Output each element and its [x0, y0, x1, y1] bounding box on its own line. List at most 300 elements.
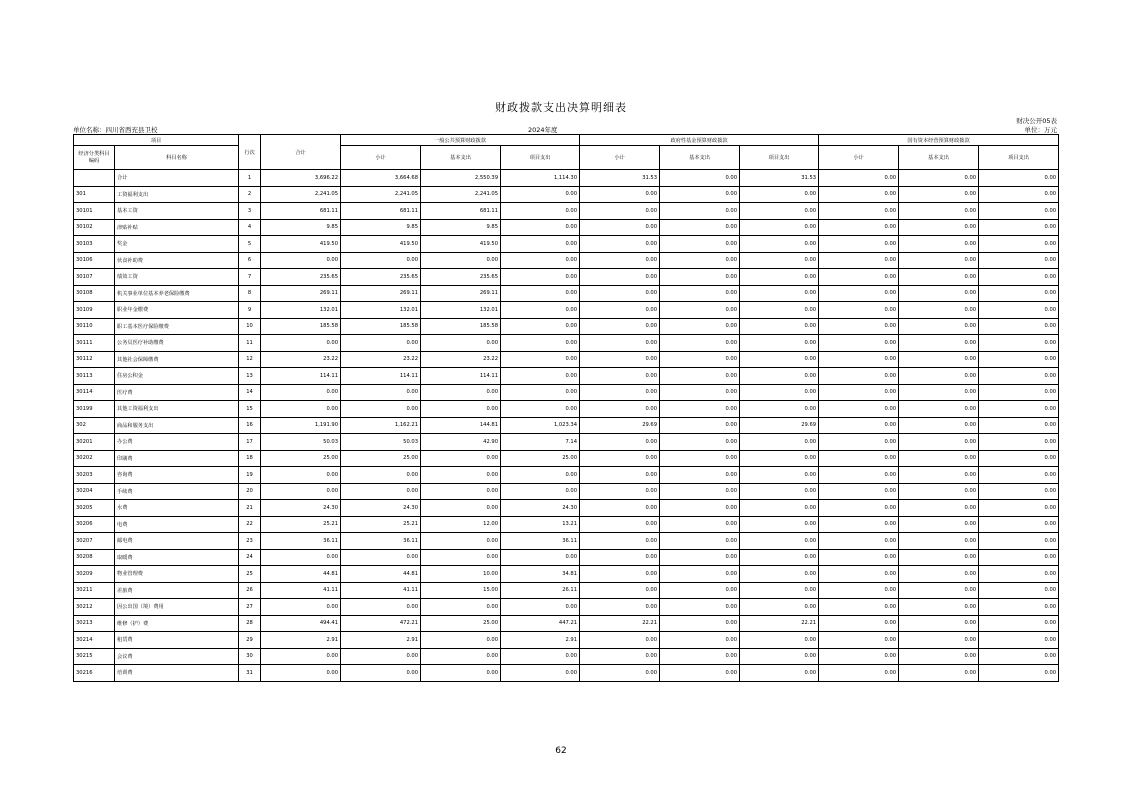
cell-general-subtotal: 472.21: [341, 615, 421, 632]
cell-line: 10: [239, 318, 261, 335]
cell-fund-basic: 0.00: [660, 384, 740, 401]
cell-name: 水费: [115, 500, 239, 517]
cell-state-subtotal: 0.00: [819, 632, 899, 649]
cell-fund-subtotal: 0.00: [580, 533, 660, 550]
cell-general-subtotal: 44.81: [341, 566, 421, 583]
table-row: [74, 648, 1059, 665]
cell-code: 30211: [74, 582, 115, 599]
cell-general-subtotal: 0.00: [341, 648, 421, 665]
cell-state-subtotal: 0.00: [819, 615, 899, 632]
cell-code: 30205: [74, 500, 115, 517]
cell-line: 17: [239, 434, 261, 451]
cell-line: 13: [239, 368, 261, 385]
cell-state-basic: 0.00: [899, 170, 979, 187]
cell-state-basic: 0.00: [899, 236, 979, 253]
cell-state-project: 0.00: [979, 285, 1059, 302]
cell-fund-project: 0.00: [740, 632, 819, 649]
header-subject-name: 科目名称: [115, 146, 239, 170]
cell-fund-basic: 0.00: [660, 318, 740, 335]
cell-general-project: 0.00: [501, 203, 580, 220]
table-row: [74, 269, 1059, 286]
cell-state-project: 0.00: [979, 236, 1059, 253]
cell-total: 3,696.22: [261, 170, 341, 187]
cell-fund-subtotal: 0.00: [580, 335, 660, 352]
cell-fund-subtotal: 0.00: [580, 450, 660, 467]
cell-total: 185.58: [261, 318, 341, 335]
cell-general-project: 0.00: [501, 269, 580, 286]
cell-name: 公务员医疗补助缴费: [115, 335, 239, 352]
cell-code: 30111: [74, 335, 115, 352]
cell-code: 30208: [74, 549, 115, 566]
table-row: [74, 549, 1059, 566]
cell-state-basic: 0.00: [899, 335, 979, 352]
cell-general-basic: 0.00: [421, 450, 501, 467]
cell-state-basic: 0.00: [899, 302, 979, 319]
cell-state-subtotal: 0.00: [819, 483, 899, 500]
cell-code: 302: [74, 417, 115, 434]
table-row: [74, 434, 1059, 451]
cell-name: 物业管理费: [115, 566, 239, 583]
cell-state-subtotal: 0.00: [819, 318, 899, 335]
cell-general-subtotal: 25.00: [341, 450, 421, 467]
cell-general-subtotal: 0.00: [341, 401, 421, 418]
cell-line: 2: [239, 186, 261, 203]
cell-line: 7: [239, 269, 261, 286]
cell-state-project: 0.00: [979, 384, 1059, 401]
cell-general-subtotal: 185.58: [341, 318, 421, 335]
cell-line: 21: [239, 500, 261, 517]
cell-code: 301: [74, 186, 115, 203]
cell-fund-project: 0.00: [740, 483, 819, 500]
cell-general-project: 1,023.34: [501, 417, 580, 434]
cell-total: 0.00: [261, 665, 341, 682]
cell-state-project: 0.00: [979, 186, 1059, 203]
table-row: [74, 417, 1059, 434]
cell-total: 114.11: [261, 368, 341, 385]
cell-state-basic: 0.00: [899, 632, 979, 649]
cell-general-subtotal: 0.00: [341, 665, 421, 682]
header-fund-basic: 基本支出: [660, 146, 740, 170]
cell-state-project: 0.00: [979, 500, 1059, 517]
cell-general-basic: 681.11: [421, 203, 501, 220]
cell-general-basic: 0.00: [421, 500, 501, 517]
cell-name: 租赁费: [115, 632, 239, 649]
cell-general-project: 0.00: [501, 368, 580, 385]
cell-fund-project: 0.00: [740, 401, 819, 418]
cell-fund-subtotal: 0.00: [580, 566, 660, 583]
cell-general-project: 24.30: [501, 500, 580, 517]
cell-state-project: 0.00: [979, 665, 1059, 682]
cell-general-subtotal: 235.65: [341, 269, 421, 286]
cell-fund-subtotal: 0.00: [580, 384, 660, 401]
cell-state-project: 0.00: [979, 351, 1059, 368]
cell-state-subtotal: 0.00: [819, 401, 899, 418]
cell-code: 30216: [74, 665, 115, 682]
cell-code: 30214: [74, 632, 115, 649]
cell-general-basic: 0.00: [421, 483, 501, 500]
cell-total: 0.00: [261, 483, 341, 500]
cell-general-project: 25.00: [501, 450, 580, 467]
cell-state-basic: 0.00: [899, 615, 979, 632]
cell-fund-project: 0.00: [740, 335, 819, 352]
header-state-basic: 基本支出: [899, 146, 979, 170]
cell-fund-subtotal: 0.00: [580, 351, 660, 368]
cell-total: 24.30: [261, 500, 341, 517]
cell-fund-subtotal: 0.00: [580, 549, 660, 566]
cell-code: 30102: [74, 219, 115, 236]
cell-general-project: 34.81: [501, 566, 580, 583]
cell-total: 0.00: [261, 252, 341, 269]
cell-name: 其他工资福利支出: [115, 401, 239, 418]
cell-general-basic: 0.00: [421, 252, 501, 269]
table-row: [74, 615, 1059, 632]
table-row: [74, 252, 1059, 269]
cell-general-basic: 0.00: [421, 665, 501, 682]
cell-fund-project: 0.00: [740, 434, 819, 451]
cell-fund-basic: 0.00: [660, 368, 740, 385]
cell-fund-subtotal: 0.00: [580, 483, 660, 500]
cell-state-project: 0.00: [979, 335, 1059, 352]
cell-state-subtotal: 0.00: [819, 203, 899, 220]
cell-general-project: 0.00: [501, 648, 580, 665]
cell-name: 工资福利支出: [115, 186, 239, 203]
cell-fund-basic: 0.00: [660, 170, 740, 187]
cell-general-basic: 185.58: [421, 318, 501, 335]
cell-total: 132.01: [261, 302, 341, 319]
cell-general-project: 0.00: [501, 467, 580, 484]
cell-fund-project: 0.00: [740, 500, 819, 517]
cell-general-project: 0.00: [501, 285, 580, 302]
cell-state-subtotal: 0.00: [819, 417, 899, 434]
cell-state-project: 0.00: [979, 269, 1059, 286]
cell-line: 6: [239, 252, 261, 269]
cell-general-basic: 12.00: [421, 516, 501, 533]
cell-state-basic: 0.00: [899, 599, 979, 616]
cell-general-project: 0.00: [501, 665, 580, 682]
cell-fund-basic: 0.00: [660, 599, 740, 616]
cell-line: 9: [239, 302, 261, 319]
cell-fund-project: 0.00: [740, 549, 819, 566]
cell-fund-subtotal: 0.00: [580, 186, 660, 203]
cell-state-basic: 0.00: [899, 368, 979, 385]
cell-fund-project: 0.00: [740, 648, 819, 665]
cell-fund-subtotal: 0.00: [580, 582, 660, 599]
cell-total: 0.00: [261, 467, 341, 484]
cell-general-basic: 419.50: [421, 236, 501, 253]
cell-fund-basic: 0.00: [660, 467, 740, 484]
cell-fund-project: 0.00: [740, 219, 819, 236]
cell-fund-project: 0.00: [740, 566, 819, 583]
cell-state-basic: 0.00: [899, 401, 979, 418]
cell-name: 职工基本医疗保险缴费: [115, 318, 239, 335]
cell-state-subtotal: 0.00: [819, 599, 899, 616]
cell-state-subtotal: 0.00: [819, 533, 899, 550]
cell-total: 235.65: [261, 269, 341, 286]
cell-code: 30199: [74, 401, 115, 418]
header-item: 项目: [74, 135, 239, 146]
cell-state-subtotal: 0.00: [819, 219, 899, 236]
cell-fund-basic: 0.00: [660, 417, 740, 434]
table-row: [74, 368, 1059, 385]
cell-total: 41.11: [261, 582, 341, 599]
cell-code: 30203: [74, 467, 115, 484]
cell-name: 奖金: [115, 236, 239, 253]
cell-state-project: 0.00: [979, 219, 1059, 236]
cell-code: 30108: [74, 285, 115, 302]
cell-name: 住房公积金: [115, 368, 239, 385]
cell-name: 机关事业单位基本养老保险缴费: [115, 285, 239, 302]
cell-fund-basic: 0.00: [660, 285, 740, 302]
cell-state-subtotal: 0.00: [819, 582, 899, 599]
cell-general-subtotal: 0.00: [341, 335, 421, 352]
cell-fund-project: 0.00: [740, 236, 819, 253]
cell-state-basic: 0.00: [899, 648, 979, 665]
cell-total: 0.00: [261, 384, 341, 401]
cell-total: 44.81: [261, 566, 341, 583]
table-row: [74, 566, 1059, 583]
cell-total: 0.00: [261, 648, 341, 665]
cell-line: 25: [239, 566, 261, 583]
page-number: 62: [555, 746, 567, 756]
table-row: [74, 665, 1059, 682]
cell-general-subtotal: 2.91: [341, 632, 421, 649]
cell-fund-project: 0.00: [740, 351, 819, 368]
cell-line: 11: [239, 335, 261, 352]
meta-row: [73, 125, 1057, 134]
cell-general-subtotal: 41.11: [341, 582, 421, 599]
cell-general-basic: 15.00: [421, 582, 501, 599]
cell-general-basic: 23.22: [421, 351, 501, 368]
cell-state-basic: 0.00: [899, 450, 979, 467]
cell-state-project: 0.00: [979, 566, 1059, 583]
cell-code: 30109: [74, 302, 115, 319]
cell-fund-basic: 0.00: [660, 252, 740, 269]
cell-fund-project: 0.00: [740, 450, 819, 467]
header-group-general: 一般公共预算财政拨款: [341, 135, 580, 146]
cell-fund-basic: 0.00: [660, 434, 740, 451]
cell-state-basic: 0.00: [899, 483, 979, 500]
header-group-state: 国有资本经营预算财政拨款: [819, 135, 1059, 146]
cell-general-basic: 0.00: [421, 599, 501, 616]
cell-state-project: 0.00: [979, 632, 1059, 649]
cell-fund-basic: 0.00: [660, 483, 740, 500]
cell-fund-basic: 0.00: [660, 236, 740, 253]
cell-general-project: 26.11: [501, 582, 580, 599]
cell-name: 伙食补助费: [115, 252, 239, 269]
cell-general-project: 0.00: [501, 351, 580, 368]
table-row: [74, 236, 1059, 253]
cell-fund-basic: 0.00: [660, 450, 740, 467]
cell-general-subtotal: 114.11: [341, 368, 421, 385]
cell-general-subtotal: 0.00: [341, 483, 421, 500]
cell-state-project: 0.00: [979, 434, 1059, 451]
cell-total: 36.11: [261, 533, 341, 550]
cell-total: 494.41: [261, 615, 341, 632]
cell-general-project: 447.21: [501, 615, 580, 632]
table-row: [74, 401, 1059, 418]
cell-state-project: 0.00: [979, 318, 1059, 335]
cell-general-subtotal: 419.50: [341, 236, 421, 253]
cell-code: 30209: [74, 566, 115, 583]
cell-state-subtotal: 0.00: [819, 368, 899, 385]
cell-general-subtotal: 3,664.68: [341, 170, 421, 187]
cell-general-subtotal: 36.11: [341, 533, 421, 550]
cell-general-project: 0.00: [501, 186, 580, 203]
cell-fund-subtotal: 29.69: [580, 417, 660, 434]
cell-code: 30113: [74, 368, 115, 385]
table-row: [74, 500, 1059, 517]
cell-general-subtotal: 132.01: [341, 302, 421, 319]
cell-fund-basic: 0.00: [660, 566, 740, 583]
cell-general-basic: 0.00: [421, 648, 501, 665]
cell-line: 29: [239, 632, 261, 649]
currency-unit: 单位：万元: [1024, 126, 1057, 134]
cell-total: 25.21: [261, 516, 341, 533]
cell-fund-basic: 0.00: [660, 401, 740, 418]
table-row: [74, 318, 1059, 335]
cell-general-project: 1,114.30: [501, 170, 580, 187]
cell-code: 30201: [74, 434, 115, 451]
cell-code: 30207: [74, 533, 115, 550]
cell-state-subtotal: 0.00: [819, 285, 899, 302]
cell-fund-basic: 0.00: [660, 302, 740, 319]
table-row: [74, 219, 1059, 236]
cell-state-basic: 0.00: [899, 582, 979, 599]
cell-fund-subtotal: 0.00: [580, 219, 660, 236]
cell-state-project: 0.00: [979, 170, 1059, 187]
cell-total: 23.22: [261, 351, 341, 368]
cell-fund-project: 0.00: [740, 582, 819, 599]
cell-state-subtotal: 0.00: [819, 236, 899, 253]
cell-fund-project: 0.00: [740, 599, 819, 616]
cell-name: 咨询费: [115, 467, 239, 484]
cell-fund-basic: 0.00: [660, 351, 740, 368]
cell-fund-project: 0.00: [740, 302, 819, 319]
cell-fund-basic: 0.00: [660, 269, 740, 286]
cell-state-basic: 0.00: [899, 186, 979, 203]
cell-fund-project: 0.00: [740, 516, 819, 533]
cell-general-basic: 0.00: [421, 401, 501, 418]
cell-fund-project: 0.00: [740, 384, 819, 401]
cell-fund-subtotal: 0.00: [580, 516, 660, 533]
cell-name: 会议费: [115, 648, 239, 665]
cell-total: 2,241.05: [261, 186, 341, 203]
cell-fund-project: 0.00: [740, 467, 819, 484]
cell-fund-basic: 0.00: [660, 615, 740, 632]
table-row: [74, 582, 1059, 599]
cell-line: 5: [239, 236, 261, 253]
cell-state-project: 0.00: [979, 549, 1059, 566]
cell-state-basic: 0.00: [899, 500, 979, 517]
cell-general-basic: 144.81: [421, 417, 501, 434]
cell-code: 30212: [74, 599, 115, 616]
cell-general-project: 7.14: [501, 434, 580, 451]
cell-name: 基本工资: [115, 203, 239, 220]
cell-fund-project: 29.69: [740, 417, 819, 434]
table-row: [74, 632, 1059, 649]
cell-state-basic: 0.00: [899, 351, 979, 368]
cell-general-subtotal: 0.00: [341, 549, 421, 566]
cell-state-project: 0.00: [979, 467, 1059, 484]
cell-name: 取暖费: [115, 549, 239, 566]
table-row: [74, 170, 1059, 187]
cell-line: 19: [239, 467, 261, 484]
cell-name: 印刷费: [115, 450, 239, 467]
cell-fund-subtotal: 0.00: [580, 648, 660, 665]
cell-general-basic: 0.00: [421, 384, 501, 401]
cell-total: 0.00: [261, 549, 341, 566]
cell-code: 30107: [74, 269, 115, 286]
cell-name: 培训费: [115, 665, 239, 682]
cell-general-subtotal: 2,241.05: [341, 186, 421, 203]
cell-line: 8: [239, 285, 261, 302]
table-row: [74, 599, 1059, 616]
header-general-basic: 基本支出: [421, 146, 501, 170]
cell-state-basic: 0.00: [899, 533, 979, 550]
cell-fund-subtotal: 0.00: [580, 302, 660, 319]
cell-state-basic: 0.00: [899, 203, 979, 220]
header-general-project: 项目支出: [501, 146, 580, 170]
cell-fund-subtotal: 0.00: [580, 434, 660, 451]
header-econ-code: 经济分类科目编码: [74, 146, 115, 170]
cell-line: 23: [239, 533, 261, 550]
table-row: [74, 285, 1059, 302]
table-row: [74, 483, 1059, 500]
table-row: [74, 351, 1059, 368]
cell-line: 16: [239, 417, 261, 434]
table-row: [74, 450, 1059, 467]
cell-code: 30206: [74, 516, 115, 533]
cell-fund-project: 0.00: [740, 285, 819, 302]
header-fund-project: 项目支出: [740, 146, 819, 170]
cell-line: 1: [239, 170, 261, 187]
cell-general-subtotal: 0.00: [341, 599, 421, 616]
cell-name: 邮电费: [115, 533, 239, 550]
cell-fund-basic: 0.00: [660, 533, 740, 550]
cell-fund-basic: 0.00: [660, 665, 740, 682]
cell-general-basic: 9.85: [421, 219, 501, 236]
header-state-subtotal: 小计: [819, 146, 899, 170]
cell-state-subtotal: 0.00: [819, 170, 899, 187]
cell-general-subtotal: 0.00: [341, 467, 421, 484]
table-row: [74, 335, 1059, 352]
expenditure-table: [73, 134, 1059, 682]
cell-state-basic: 0.00: [899, 566, 979, 583]
cell-state-subtotal: 0.00: [819, 450, 899, 467]
cell-fund-subtotal: 0.00: [580, 401, 660, 418]
cell-state-subtotal: 0.00: [819, 500, 899, 517]
cell-total: 419.50: [261, 236, 341, 253]
cell-state-project: 0.00: [979, 203, 1059, 220]
page-title: 财政拨款支出决算明细表: [495, 101, 627, 114]
cell-fund-project: 0.00: [740, 186, 819, 203]
cell-line: 20: [239, 483, 261, 500]
cell-general-project: 13.21: [501, 516, 580, 533]
cell-line: 4: [239, 219, 261, 236]
cell-total: 50.03: [261, 434, 341, 451]
cell-state-subtotal: 0.00: [819, 665, 899, 682]
cell-general-subtotal: 25.21: [341, 516, 421, 533]
cell-fund-subtotal: 0.00: [580, 236, 660, 253]
cell-general-project: 0.00: [501, 236, 580, 253]
cell-general-basic: 114.11: [421, 368, 501, 385]
form-tag: 财决公开05表: [1016, 117, 1057, 125]
cell-state-project: 0.00: [979, 483, 1059, 500]
cell-general-subtotal: 269.11: [341, 285, 421, 302]
cell-state-subtotal: 0.00: [819, 516, 899, 533]
cell-general-project: 36.11: [501, 533, 580, 550]
header-general-subtotal: 小计: [341, 146, 421, 170]
